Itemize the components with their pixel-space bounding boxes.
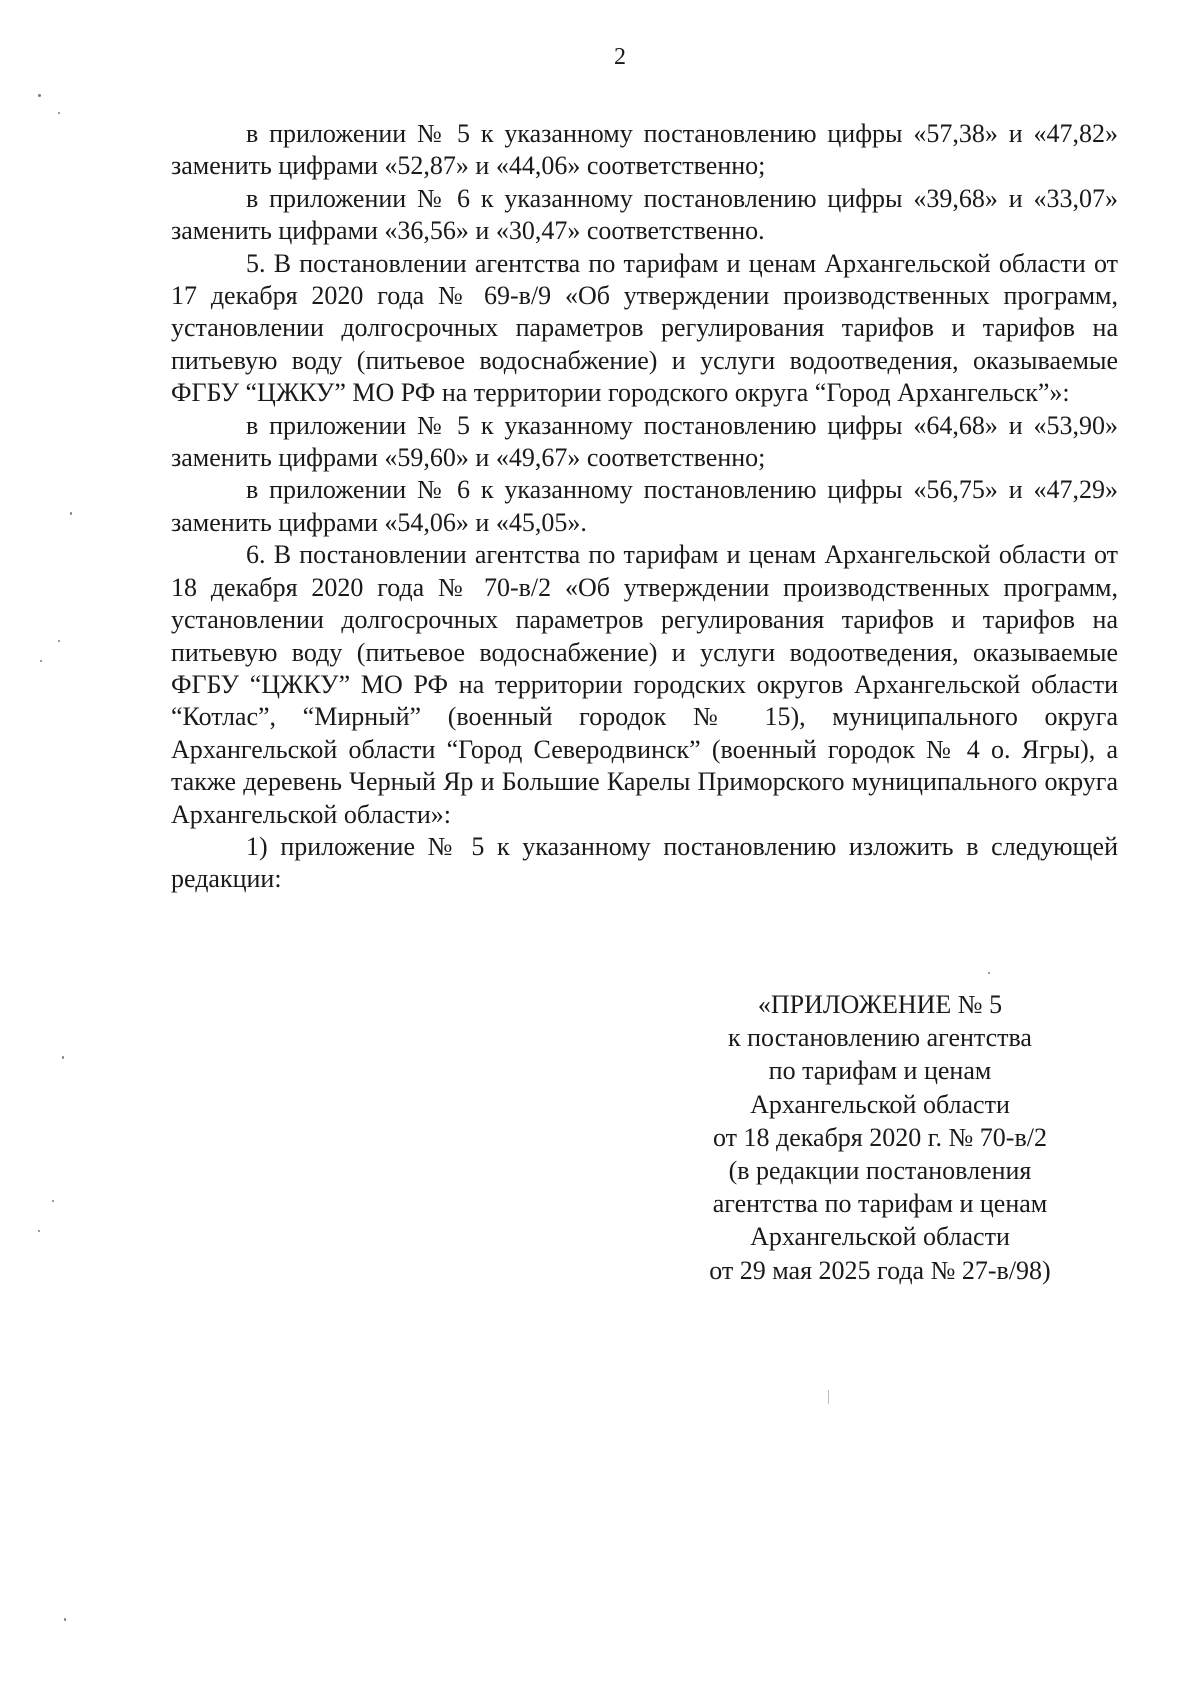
scan-speck <box>58 112 60 114</box>
page-number: 2 <box>614 44 626 70</box>
scan-speck <box>38 1230 40 1232</box>
scan-speck <box>988 972 990 974</box>
appendix-line: от 18 декабря 2020 г. № 70-в/2 <box>713 1122 1047 1152</box>
scan-speck <box>52 1200 54 1202</box>
appendix-line: к постановлению агентства <box>728 1023 1032 1053</box>
scan-speck <box>38 94 41 97</box>
scan-speck <box>70 512 72 515</box>
appendix-line: от 29 мая 2025 года № 27-в/98) <box>709 1255 1051 1285</box>
scan-speck <box>828 1390 829 1404</box>
appendix-line: Архангельской области <box>750 1089 1010 1119</box>
paragraph-subitem-1: 1) приложение № 5 к указанному постановлению изложить в следующей редакции: <box>171 831 1118 894</box>
paragraph-item-6: 6. В постановлении агентства по тарифам и ценам Архангельской области от 18 декабря 2020 года № 70-в/2 «Об утверждении производственных программ, установлении долгосрочных параметров регулирования тарифов и тарифов на питьевую воду (питьевое водоснабжение) и услуги водоотведения, оказываемые ФГБУ “ЦЖКУ” МО РФ на территории городских округов Архангельской области “Котлас”, “Мирный” (военный городок № 15), муниципального округа Архангельской области “Город Северодвинск” (военный городок № 4 о. Ягры), а также деревень Черный Яр и Большие Карелы Приморского муниципального округа Архангельской области»: <box>171 540 1118 829</box>
scan-speck <box>62 1056 64 1059</box>
appendix-line: (в редакции постановления <box>728 1156 1032 1186</box>
paragraph-item-5: 5. В постановлении агентства по тарифам и ценам Архангельской области от 17 декабря 2020 года № 69-в/9 «Об утверждении производственных программ, установлении долгосрочных параметров регулирования тарифов и тарифов на питьевую воду (питьевое водоснабжение) и услуги водоотведения, оказываемые ФГБУ “ЦЖКУ” МО РФ на территории городского округа “Город Архангельск”»: <box>171 248 1118 408</box>
paragraph-appendix-5-amendment-2: в приложении № 5 к указанному постановлению цифры «64,68» и «53,90» заменить цифрами «59,60» и «49,67» соответственно; <box>171 410 1118 473</box>
paragraph-appendix-6-amendment-1: в приложении № 6 к указанному постановлению цифры «39,68» и «33,07» заменить цифрами «36,56» и «30,47» соответственно. <box>171 183 1118 246</box>
appendix-header-block <box>640 988 1120 1287</box>
scan-speck <box>40 660 42 662</box>
paragraph-appendix-5-amendment-1: в приложении № 5 к указанному постановлению цифры «57,38» и «47,82» заменить цифрами «52,87» и «44,06» соответственно; <box>171 119 1118 181</box>
scan-speck <box>58 640 60 642</box>
paragraph-appendix-6-amendment-2: в приложении № 6 к указанному постановлению цифры «56,75» и «47,29» заменить цифрами «54,06» и «45,05». <box>171 475 1118 537</box>
appendix-line: Архангельской области <box>750 1222 1010 1252</box>
appendix-line: агентства по тарифам и ценам <box>712 1189 1048 1219</box>
document-body <box>171 118 1118 896</box>
scan-speck <box>64 1618 66 1621</box>
appendix-title: «ПРИЛОЖЕНИЕ № 5 <box>757 990 1003 1019</box>
appendix-line: по тарифам и ценам <box>768 1056 992 1086</box>
